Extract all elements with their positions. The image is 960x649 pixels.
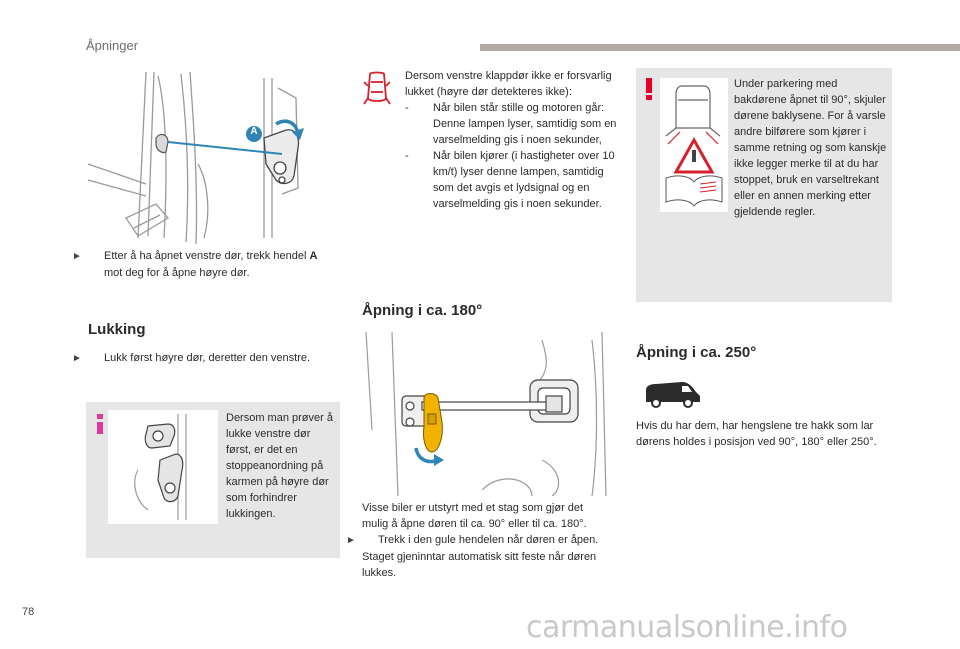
van-icon — [642, 378, 702, 408]
info-icon — [94, 414, 106, 434]
info-text: Dersom man prøver å lukke venstre dør først, er det en stoppeanordning på karmen på høyre dør som forhindrer lukkingen. — [226, 412, 333, 520]
parking-warning-illustration — [660, 78, 728, 212]
watermark: carmanualsonline.info — [526, 610, 848, 645]
info-box — [86, 402, 340, 558]
door-stay-illustration — [362, 330, 608, 496]
lamp-warning-text: Dersom venstre klappdør ikke er forsvarlig lukket (høyre dør detekteres ikke): - Når bilen står stille og motoren går: Denne lampen lyser, samtidig som en varselmelding gis i noen sekunder, - Når bilen kjører (i hastigheter over 10 km/t) lyser denne lampen, samtidig som det avgis et lydsignal og en varselmelding gis i noen sekunder. — [405, 70, 617, 210]
warning-exclamation-icon — [644, 78, 654, 100]
heading-180: Åpning i ca. 180° — [362, 302, 483, 319]
callout-a-label: A — [250, 126, 258, 137]
door-handle-illustration — [86, 68, 342, 250]
door-open-lamp-icon — [362, 70, 392, 106]
heading-lukking: Lukking — [88, 321, 146, 338]
step-arrow-icon: ► — [72, 251, 82, 262]
heading-250: Åpning i ca. 250° — [636, 344, 757, 361]
page-number: 78 — [22, 606, 35, 618]
parking-warning-text: Under parkering med bakdørene åpnet til 90°, skjuler dørene baklysene. For å varsle andre bilførere som kjører i samme retning og som kanskje ikke legger merke til at du har stoppet, bruk en varseltrekant eller en annen merking etter gjeldende regler. — [734, 78, 887, 218]
step-lukking: ► Lukk først høyre dør, deretter den venstre. — [88, 350, 344, 367]
stop-device-illustration — [108, 410, 218, 524]
stay-instructions: Visse biler er utstyrt med et stag som gjør det mulig å åpne døren til ca. 90° eller til ca. 180°. ► Trekk i den gule hendelen når døren er åpen. Staget gjeninntar automatisk sitt feste når døren lukkes. — [346, 502, 599, 579]
step-pull-lever: ► Etter å ha åpnet venstre dør, trekk hendel A mot deg for å åpne høyre dør. — [72, 250, 318, 279]
header-bar — [480, 44, 960, 51]
step-arrow-icon: ► — [346, 535, 356, 546]
hinge-text: Hvis du har dem, har hengslene tre hakk som lar dørens holdes i posisjon ved 90°, 180° eller 250°. — [636, 420, 877, 448]
section-title: Åpninger — [86, 38, 139, 53]
step-arrow-icon: ► — [72, 353, 82, 364]
warning-box — [636, 68, 892, 302]
